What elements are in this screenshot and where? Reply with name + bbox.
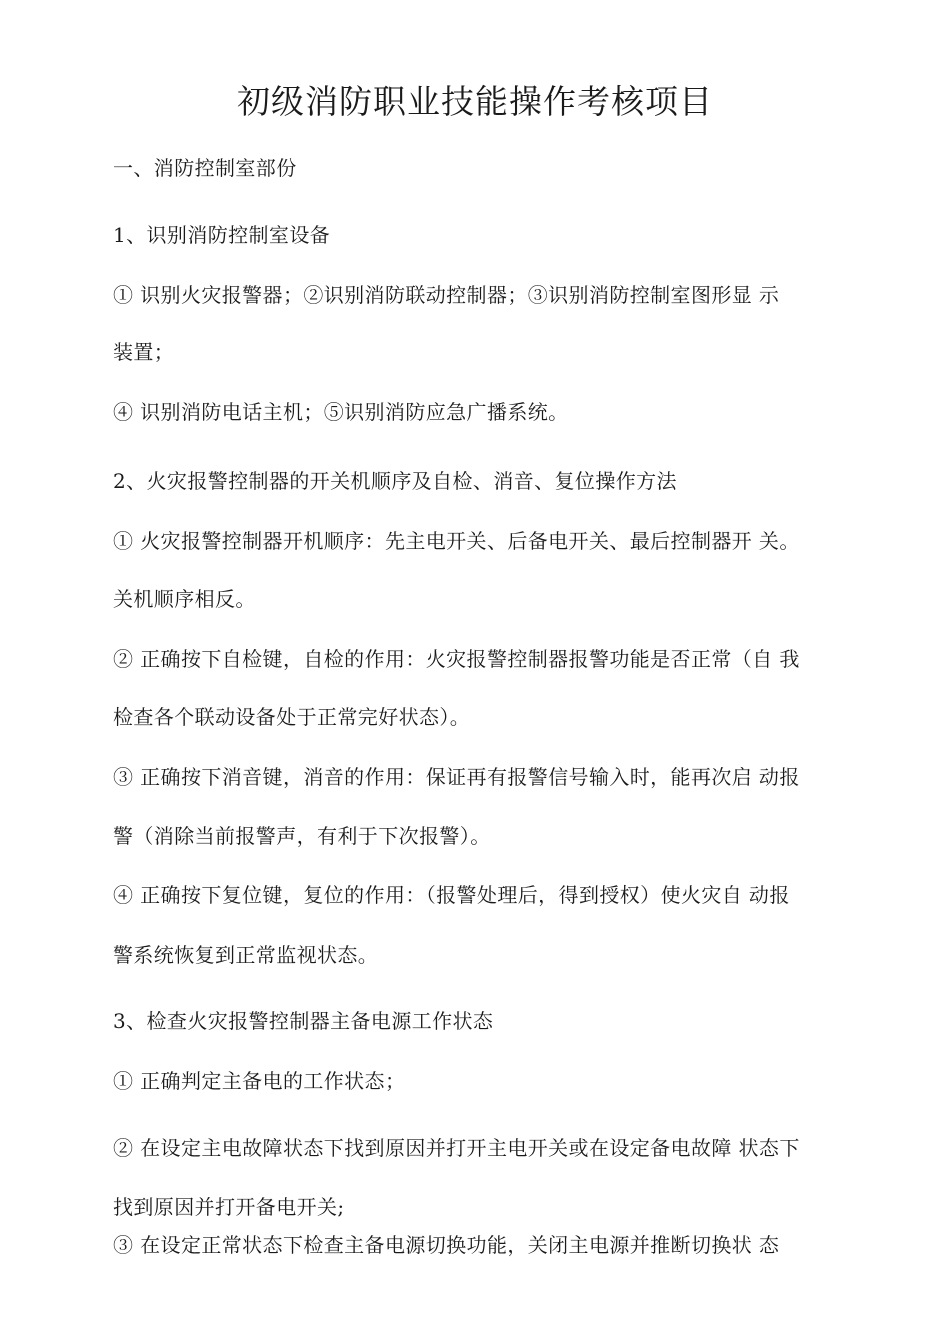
subsection-heading: 3、检查火灾报警控制器主备电源工作状态 xyxy=(113,1009,494,1033)
body-line: 关机顺序相反。 xyxy=(113,587,256,611)
subsection-heading: 2、火灾报警控制器的开关机顺序及自检、消音、复位操作方法 xyxy=(113,469,677,493)
body-line: 警（消除当前报警声，有利于下次报警）。 xyxy=(113,824,491,848)
document-title: 初级消防职业技能操作考核项目 xyxy=(237,82,713,121)
body-line: 装置； xyxy=(113,340,175,364)
body-line: ③ 在设定正常状态下检查主备电源切换功能，关闭主电源并推断切换状 态 xyxy=(113,1233,780,1257)
body-line: 检查各个联动设备处于正常完好状态）。 xyxy=(113,705,471,729)
body-line: 找到原因并打开备电开关; xyxy=(113,1195,345,1219)
subsection-heading: 1、识别消防控制室设备 xyxy=(113,223,331,247)
section-heading: 一、消防控制室部份 xyxy=(113,156,297,180)
body-line: ③ 正确按下消音键，消音的作用：保证再有报警信号输入时，能再次启 动报 xyxy=(113,765,800,789)
body-line: ② 在设定主电故障状态下找到原因并打开主电开关或在设定备电故障 状态下 xyxy=(113,1136,800,1160)
body-line: 警系统恢复到正常监视状态。 xyxy=(113,943,379,967)
body-line: ④ 正确按下复位键，复位的作用：（报警处理后，得到授权）使火灾自 动报 xyxy=(113,883,790,907)
body-line: ② 正确按下自检键，自检的作用：火灾报警控制器报警功能是否正常（自 我 xyxy=(113,647,800,671)
body-line: ① 正确判定主备电的工作状态； xyxy=(113,1069,406,1093)
body-line: ④ 识别消防电话主机；⑤识别消防应急广播系统。 xyxy=(113,400,569,424)
body-line: ① 识别火灾报警器；②识别消防联动控制器；③识别消防控制室图形显 示 xyxy=(113,283,780,307)
body-line: ① 火灾报警控制器开机顺序：先主电开关、后备电开关、最后控制器开 关。 xyxy=(113,529,800,553)
